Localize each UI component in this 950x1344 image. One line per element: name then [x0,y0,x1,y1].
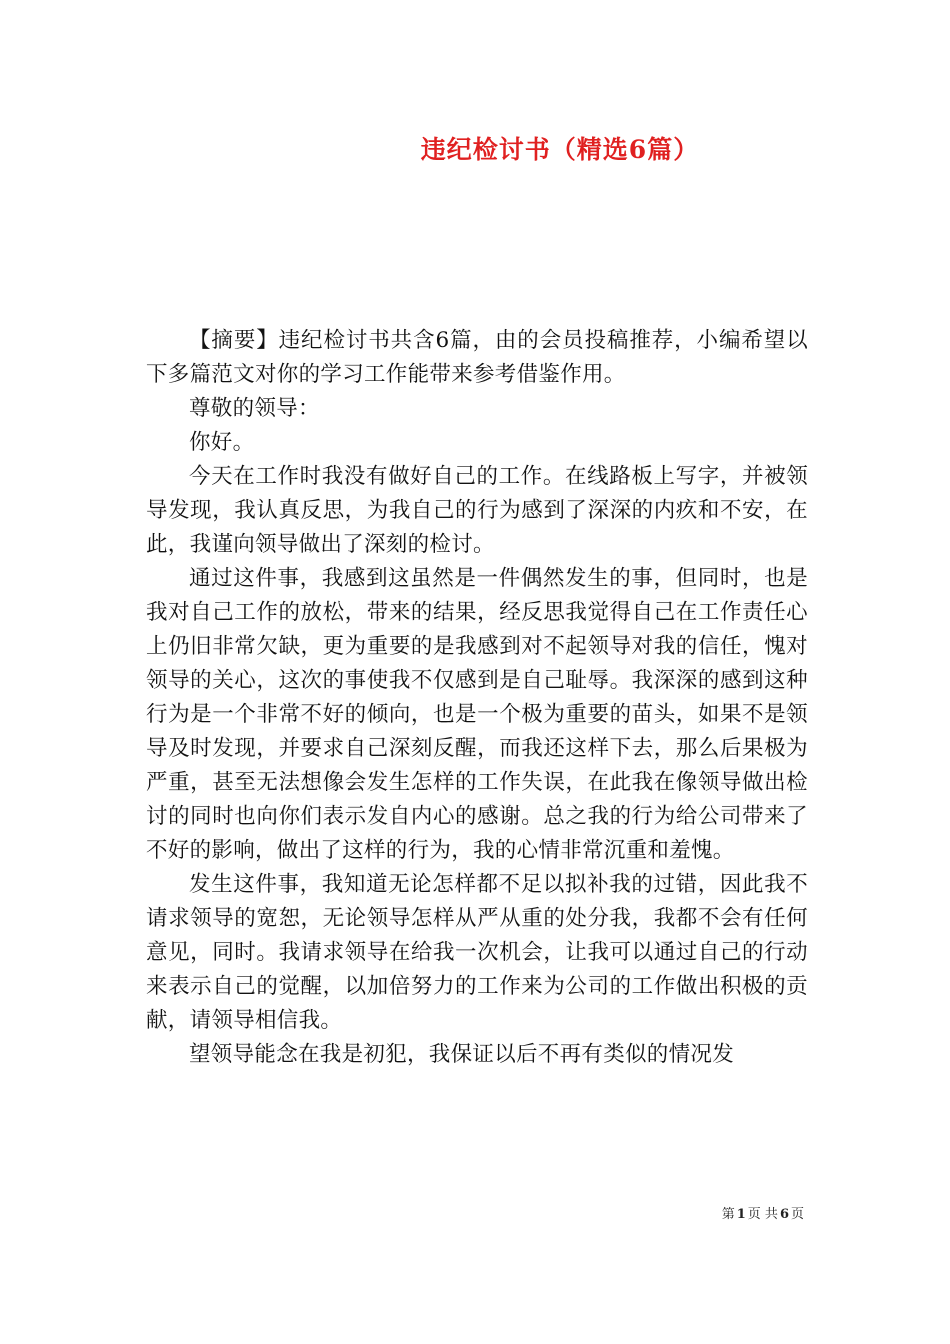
body-paragraph: 通过这件事，我感到这虽然是一件偶然发生的事，但同时，也是我对自己工作的放松，带来的结果，经反思我觉得自己在工作责任心上仍旧非常欠缺，更为重要的是我感到对不起领导对我的信任，愧对领导的关心，这次的事使我不仅感到是自己耻辱。我深深的感到这种行为是一个非常不好的倾向，也是一个极为重要的苗头，如果不是领导及时发现，并要求自己深刻反醒，而我还这样下去，那么后果极为严重，甚至无法想像会发生怎样的工作失误，在此我在像领导做出检讨的同时也向你们表示发自内心的感谢。总之我的行为给公司带来了不好的影响，做出了这样的行为，我的心情非常沉重和羞愧。 [146,566,808,863]
footer-suffix: 页 [790,1207,804,1222]
document-body [146,324,808,1072]
body-paragraph: 发生这件事，我知道无论怎样都不足以拟补我的过错，因此我不请求领导的宽恕，无论领导怎样从严从重的处分我，我都不会有任何意见，同时。我请求领导在给我一次机会，让我可以通过自己的行动来表示自己的觉醒，以加倍努力的工作来为公司的工作做出积极的贡献，请领导相信我。 [146,872,808,1033]
abstract-paragraph: 【摘要】违纪检讨书共含6篇，由的会员投稿推荐，小编希望以下多篇范文对你的学习工作能带来参考借鉴作用。 [146,328,808,387]
current-page-number: 1 [736,1207,746,1222]
body-paragraph: 今天在工作时我没有做好自己的工作。在线路板上写字，并被领导发现，我认真反思，为我自己的行为感到了深深的内疚和不安，在此，我谨向领导做出了深刻的检讨。 [146,464,808,557]
body-paragraph: 望领导能念在我是初犯，我保证以后不再有类似的情况发 [189,1042,735,1067]
document-title: 违纪检讨书（精选6篇） [420,135,700,164]
footer-middle: 页 共 [747,1207,778,1222]
salutation: 尊敬的领导： [189,396,320,421]
page-footer [722,1203,804,1222]
greeting: 你好。 [189,430,255,455]
total-pages-number: 6 [779,1207,789,1222]
footer-prefix: 第 [721,1207,735,1222]
